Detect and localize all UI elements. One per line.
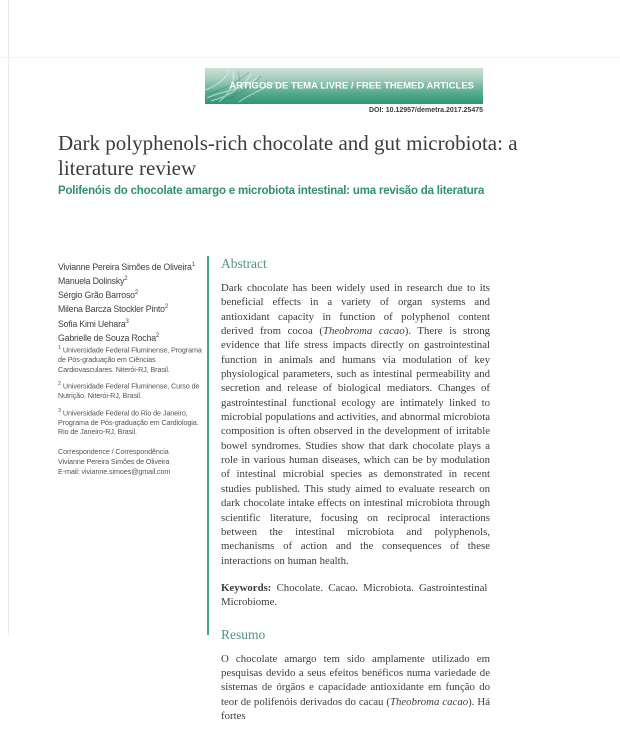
correspondence-block (58, 447, 208, 477)
species-name-italic: Theobroma cacao (389, 695, 469, 708)
keywords-label: Keywords: (221, 581, 272, 594)
section-banner (205, 68, 483, 104)
page-left-edge (8, 0, 9, 635)
author-affiliation-mark: 2 (124, 276, 128, 283)
affiliation: $^3$ Universidade Federal do Rio de Janeiro, Programa de Pós-graduação em Cardiologia. Rio de Janeiro-RJ, Brasil. (58, 407, 199, 437)
article-subtitle-pt: Polifenóis do chocolate amargo e microbiota intestinal: uma revisão da literatura (58, 185, 485, 197)
author-name: Sérgio Grão Barroso$^2$ (58, 290, 139, 301)
author-name: Milena Barcza Stockler Pinto$^2$ (58, 304, 168, 315)
author-affiliation-mark: 2 (155, 332, 160, 339)
article-title: Dark polyphenols-rich chocolate and gut microbiota: a literature review (58, 131, 518, 180)
species-name-italic: Theobroma cacao (322, 325, 405, 338)
affiliation: $^1$ Universidade Federal Fluminense, Programa de Pós-graduação em Ciências Cardiovasculares. Niterói-RJ, Brasil. (58, 345, 202, 374)
keywords-line: Keywords: Chocolate. Cacao. Microbiota. Gastrointestinal Microbiome. (221, 581, 488, 609)
page-top-edge (0, 57, 620, 58)
correspondence-heading: Correspondence / Correspondência (58, 447, 169, 456)
author-affiliation-mark: 2 (134, 290, 139, 297)
author-name: Vivianne Pereira Simões de Oliveira$^1$ (58, 261, 195, 272)
correspondence-email[interactable]: E-mail: vivianne.simoes@gmail.com (58, 467, 171, 476)
abstract-column (221, 256, 490, 736)
column-divider-rule (207, 256, 209, 635)
author-affiliation-mark: 1 (191, 262, 195, 268)
abstract-heading: Abstract (221, 256, 267, 271)
resumo-body: O chocolate amargo tem sido amplamente utilizado em pesquisas devido a seus efeitos benéficos numa variedade de sistemas de órgãos e capacidade antioxidante em função do teor de polifenóis derivados do cacau (Theobroma cacao). Há fortes (221, 652, 490, 722)
section-banner-label: ARTIGOS DE TEMA LIVRE / FREE THEMED ARTICLES (229, 80, 474, 92)
doi-text: DOI: 10.12957/demetra.2017.25475 (368, 107, 483, 114)
author-affiliation-mark: 2 (164, 304, 168, 311)
author-name: Manuela Dolinsky$^2$ (58, 276, 128, 287)
correspondence-name: Vivianne Pereira Simões de Oliveira (58, 457, 170, 466)
authors-list (58, 259, 208, 344)
affiliation: $^2$ Universidade Federal Fluminense, Curso de Nutrição. Niterói-RJ, Brasil. (58, 381, 200, 401)
author-name: Sofia Kimi Uehara$^3$ (58, 318, 129, 329)
resumo-heading: Resumo (221, 626, 266, 642)
author-affiliation-mark: 3 (125, 318, 129, 325)
affiliations-block (58, 344, 208, 443)
author-name: Gabrielle de Souza Rocha$^2$ (58, 332, 160, 343)
abstract-body: Dark chocolate has been widely used in research due to its beneficial effects in a variety of organ systems and antioxidant capacity in function of polyphenol content derived from cocoa (Theobroma cacao). There is strong evidence that life stress impacts directly on gastrointestinal function in animals and humans via modulation of key physiological parameters, such as intestinal permeability and secretion and release of biological mediators. Changes of gastrointestinal functional ecology are intimately linked to microbial populations and activities, and abnormal microbiota composition is often observed in the development of irritable bowel syndromes. Studies show that dark chocolate plays a role in various human diseases, which can be by modulation of intestinal microbial species as demonstrated in recent studies published. This study aimed to evaluate research on dark chocolate intake effects on intestinal microbiota through scientific literature, focusing on reciprocal interactions between the intestinal microbiota and polyphenols, mechanisms of action and the consequences of these interactions on human health. (221, 282, 490, 567)
